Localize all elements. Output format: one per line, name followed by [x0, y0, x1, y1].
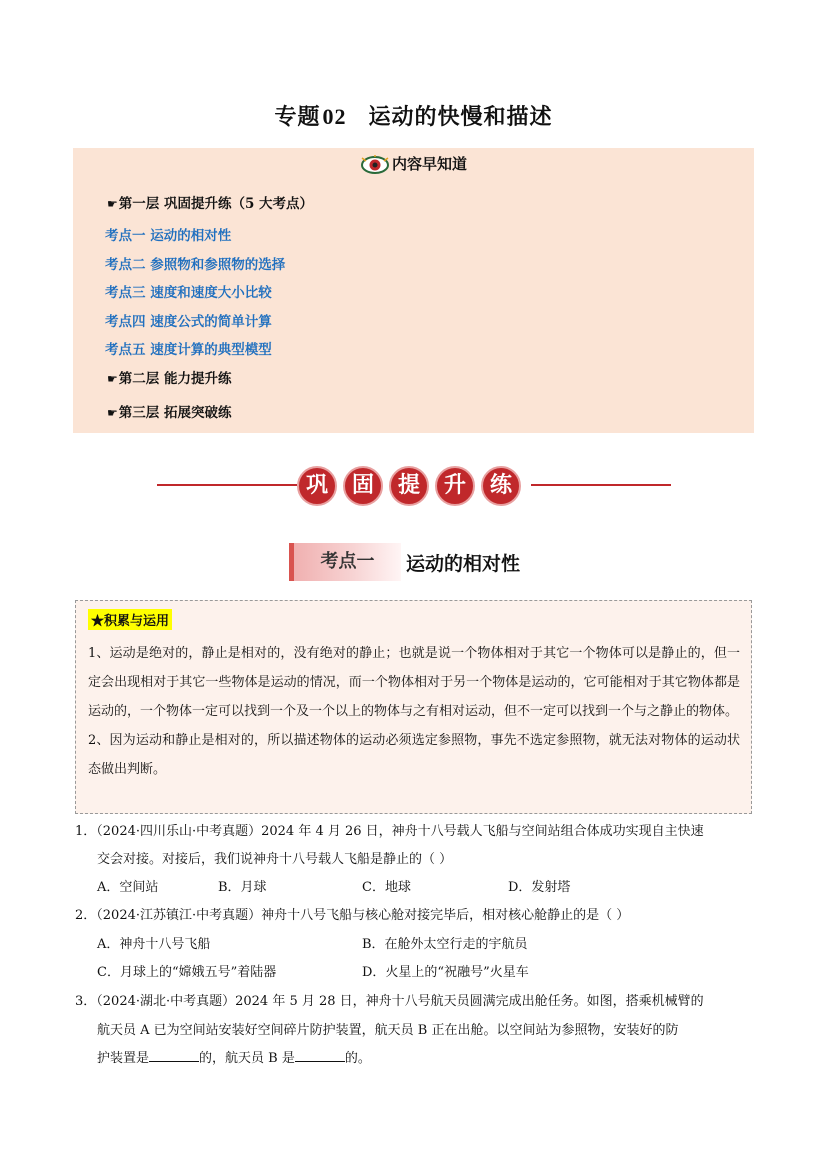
page-title [0, 100, 827, 131]
question-3-line-1: 3．（2024·湖北·中考真题）2024 年 5 月 28 日，神舟十八号航天员圆满完成出舱任务。如图，搭乘机械臂的 [75, 994, 704, 1009]
toc-point-1[interactable]: 考点一 运动的相对性 [105, 228, 232, 244]
banner-char: 固 [343, 466, 383, 506]
toc-point-4[interactable]: 考点四 速度公式的简单计算 [105, 314, 272, 330]
question-2-option-d[interactable]: D．火星上的“祝融号”火星车 [362, 965, 529, 980]
question-3-line-3 [97, 1045, 371, 1073]
section-title: 运动的相对性 [406, 553, 521, 575]
pointing-hand-icon: ☛ [107, 406, 118, 420]
banner-char: 巩 [297, 466, 337, 506]
question-3-text-b: 的，航天员 B 是 [199, 1051, 295, 1066]
banner-rule-right [531, 484, 671, 486]
contents-header [73, 153, 754, 176]
banner-rule-left [157, 484, 297, 486]
knowledge-text [88, 639, 740, 784]
question-3-text-c: 的。 [344, 1051, 371, 1066]
toc-layer-1-label: 第一层 巩固提升练（5 大考点） [118, 196, 314, 212]
contents-box [73, 148, 754, 433]
section-tag: 考点一 [289, 543, 401, 581]
toc-layer-2[interactable] [107, 367, 231, 387]
toc-point-3[interactable]: 考点三 速度和速度大小比较 [105, 285, 272, 301]
knowledge-paragraph-1: 1、运动是绝对的，静止是相对的，没有绝对的静止；也就是说一个物体相对于其它一个物体可以是静止的，但一定会出现相对于其它一些物体是运动的情况，而一个物体相对于另一个物体是运动的，它可能相对于其它物体都是运动的，一个物体一定可以找到一个及一个以上的物体与之有相对运动，但不一定可以找到一个与之静止的物体。 [88, 646, 740, 719]
eye-icon [360, 154, 390, 176]
pointing-hand-icon: ☛ [107, 197, 118, 211]
question-1-option-d[interactable]: D．发射塔 [508, 880, 571, 895]
question-1-line-2: 交会对接。对接后，我们说神舟十八号载人飞船是静止的（ ） [97, 852, 453, 867]
knowledge-tag: ★积累与运用 [88, 609, 172, 630]
toc-point-5[interactable]: 考点五 速度计算的典型模型 [105, 342, 272, 358]
question-2-line-1: 2．（2024·江苏镇江·中考真题）神舟十八号飞船与核心舱对接完毕后，相对核心舱静止的是（ ） [75, 908, 630, 923]
contents-header-text: 内容早知道 [391, 155, 467, 173]
pointing-hand-icon: ☛ [107, 372, 118, 386]
question-2-option-c[interactable]: C．月球上的“嫦娥五号”着陆器 [97, 965, 277, 980]
question-1-option-c[interactable]: C．地球 [362, 880, 411, 895]
title-prefix: 专题 [274, 104, 321, 130]
question-1-option-a[interactable]: A．空间站 [97, 880, 159, 895]
title-number: 02 [322, 104, 347, 129]
question-2-option-a[interactable]: A．神舟十八号飞船 [97, 937, 211, 952]
toc-layer-1[interactable] [107, 192, 313, 212]
question-3-line-2: 航天员 A 已为空间站安装好空间碎片防护装置，航天员 B 正在出舱。以空间站为参照物，安装好的防 [97, 1023, 679, 1038]
banner-char: 升 [435, 466, 475, 506]
section-banner [157, 462, 671, 510]
toc-layer-3-label: 第三层 拓展突破练 [118, 405, 232, 421]
question-2-option-b[interactable]: B．在舱外太空行走的宇航员 [362, 937, 528, 952]
knowledge-paragraph-2: 2、因为运动和静止是相对的，所以描述物体的运动必须选定参照物，事先不选定参照物，就无法对物体的运动状态做出判断。 [88, 733, 740, 777]
question-1-line-1: 1．（2024·四川乐山·中考真题）2024 年 4 月 26 日，神舟十八号载人飞船与空间站组合体成功实现自主快速 [75, 824, 704, 839]
banner-char: 提 [389, 466, 429, 506]
question-1-option-b[interactable]: B．月球 [218, 880, 267, 895]
answer-blank-2[interactable] [295, 1047, 345, 1062]
banner-char: 练 [481, 466, 521, 506]
knowledge-box [75, 600, 752, 814]
toc-layer-2-label: 第二层 能力提升练 [118, 371, 232, 387]
answer-blank-1[interactable] [149, 1047, 199, 1062]
toc-layer-3[interactable] [107, 401, 231, 421]
toc-point-2[interactable]: 考点二 参照物和参照物的选择 [105, 257, 286, 273]
title-text: 运动的快慢和描述 [368, 104, 553, 130]
question-3-text-a: 护装置是 [97, 1051, 150, 1066]
